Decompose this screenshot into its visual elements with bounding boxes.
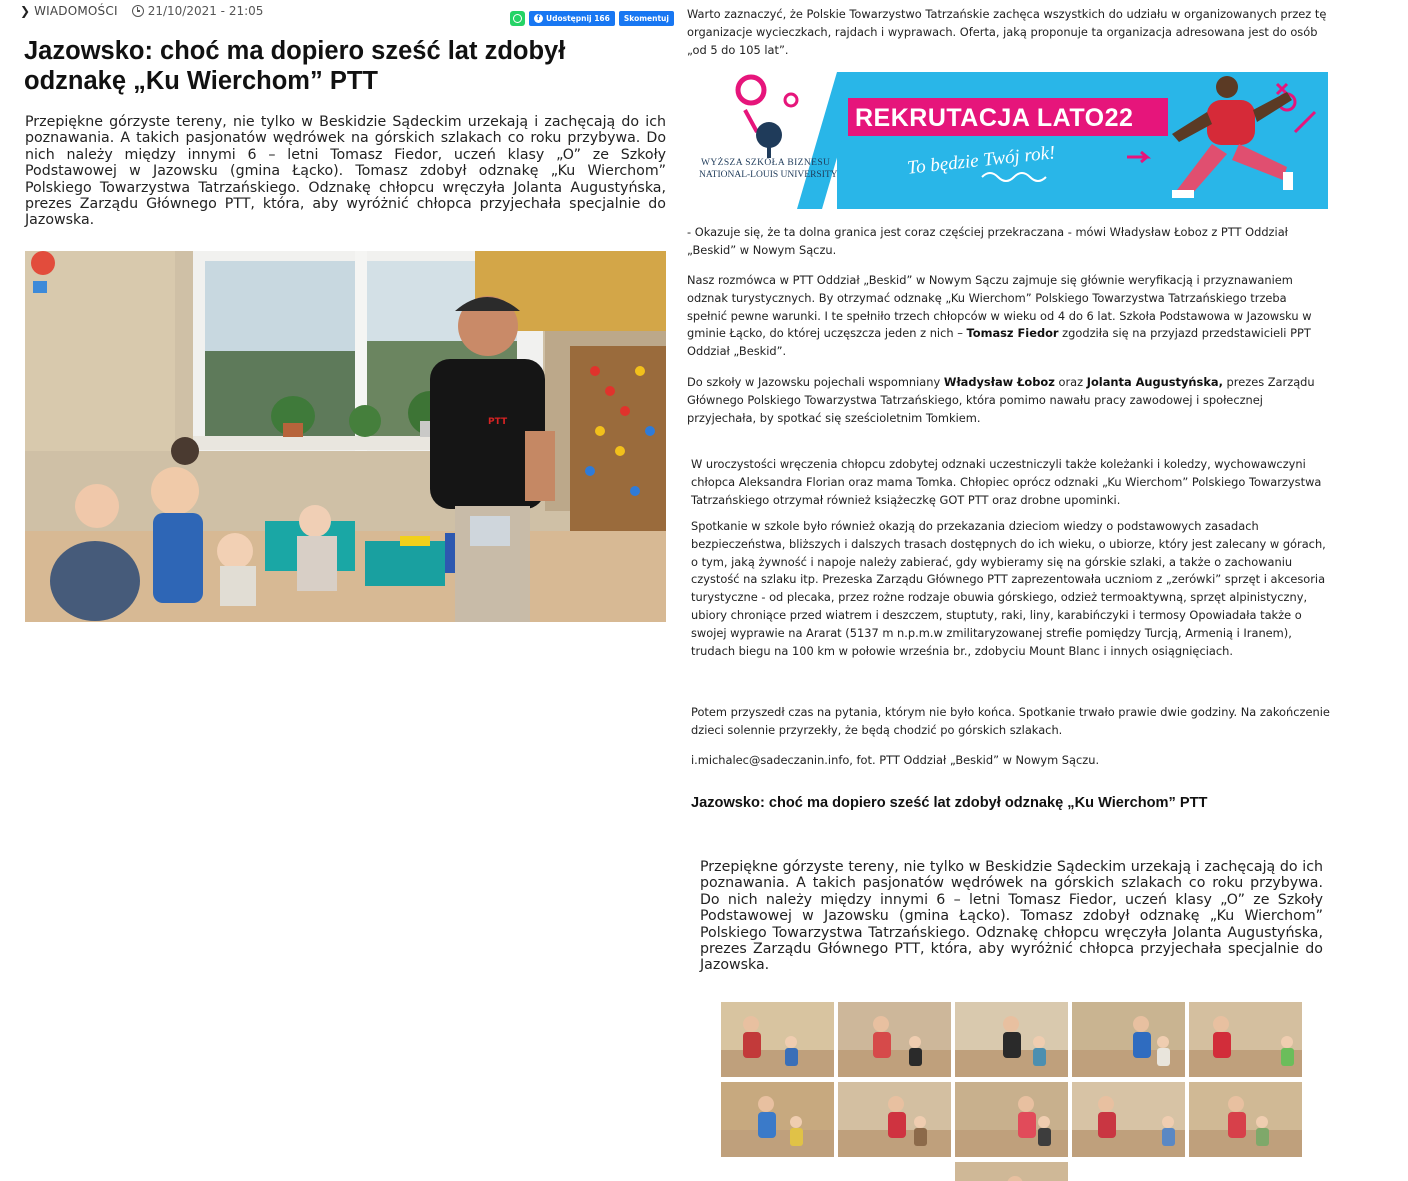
person-name-jolanta: Jolanta Augustyńska,	[1086, 375, 1223, 389]
paragraph-3-text-a: Nasz rozmówca w PTT Oddział „Beskid” w Nowym Sączu zajmuje się głównie weryfikacją i przyznawaniem odznak turystycznych. By otrzymać odznakę „Ku Wierchom” Polskiego Towarzystwa Tatrzańskiego trzeba spełnić pewne warunki. I te spełniło trzech chłopców w wieku od 4 do 6 lat. Szkoła Podstawowa w Jazowsku w gminie Łącko, do której uczęszcza jeden z nich –	[687, 273, 1312, 341]
article-lead: Przepiękne górzyste tereny, nie tylko w Beskidzie Sądeckim urzekają i zachęcają do ich poznawania. A takich pasjonatów wędrówek na górskich szlakach co roku przybywa. Do nich należy między innymi 6 – letni Tomasz Fiedor, uczeń klasy „O” ze Szkoły Podstawowej w Jazowsku (gmina Łącko). Tomasz zdobył odznakę „Ku Wierchom” Polskiego Towarzystwa Tatrzańskiego. Odznakę chłopcu wręczyła Jolanta Augustyńska, prezes Zarządu Głównego PTT, która, aby wyróżnić chłopca przyjechała specjalnie do Jazowska.	[25, 114, 666, 229]
gallery-lead: Przepiękne górzyste tereny, nie tylko w Beskidzie Sądeckim urzekają i zachęcają do ich poznawania. A takich pasjonatów wędrówek na górskich szlakach co roku przybywa. Do nich należy między innymi 6 – letni Tomasz Fiedor, uczeń klasy „O” ze Szkoły Podstawowej w Jazowsku (gmina Łącko). Tomasz zdobył odznakę „Ku Wierchom” Polskiego Towarzystwa Tatrzańskiego. Odznakę chłopcu wręczyła Jolanta Augustyńska, prezes Zarządu Głównego PTT, która, aby wyróżnić chłopca przyjechała specjalnie do Jazowska.	[700, 859, 1323, 974]
chevron-right-icon: ❯	[20, 4, 31, 18]
gallery-thumbnail[interactable]	[1189, 1082, 1302, 1157]
gallery-thumbnail[interactable]	[721, 1002, 834, 1077]
gallery-thumbnail[interactable]	[1072, 1082, 1185, 1157]
article-credits: i.michalec@sadeczanin.info, fot. PTT Oddział „Beskid” w Nowym Sączu.	[691, 753, 1100, 767]
article-paragraph-1: Warto zaznaczyć, że Polskie Towarzystwo Tatrzańskie zachęca wszystkich do udziału w organizowanych przez tę organizacje wycieczkach, rajdach i wyprawach. Oferta, jaką proponuje ta organizacja adresowana jest do osób „od 5 do 105 lat”.	[687, 7, 1327, 57]
gallery-thumbnail[interactable]	[955, 1002, 1068, 1077]
article-meta	[20, 3, 263, 19]
paragraph-4-text-mid: oraz	[1054, 375, 1087, 389]
ad-headline: REKRUTACJA LATO22	[855, 104, 1134, 132]
shirt-logo-text: PTT	[488, 417, 508, 427]
ad-slogan: To będzie Twój rok!	[906, 142, 1057, 179]
clock-icon	[132, 5, 144, 17]
gallery-thumbnail[interactable]	[1189, 1002, 1302, 1077]
share-bar	[510, 10, 674, 26]
gallery-thumbnail[interactable]	[1072, 1002, 1185, 1077]
facebook-share-button[interactable]	[529, 11, 615, 26]
person-name-tomasz: Tomasz Fiedor	[966, 326, 1059, 341]
main-article-photo[interactable]	[25, 251, 666, 622]
article-paragraph-3	[687, 272, 1327, 361]
gallery-thumbnail[interactable]	[721, 1082, 834, 1157]
ad-school-subtitle: NATIONAL-LOUIS UNIVERSITY	[699, 170, 838, 180]
category-link[interactable]: WIADOMOŚCI	[34, 4, 118, 18]
gallery-thumbnail[interactable]	[955, 1082, 1068, 1157]
gallery-thumbnail[interactable]	[838, 1002, 951, 1077]
paragraph-4-text-a: Do szkoły w Jazowsku pojechali wspomniany	[687, 375, 944, 389]
ad-banner-graphic	[687, 72, 1328, 209]
article-paragraph-5: W uroczystości wręczenia chłopcu zdobytej odznaki uczestniczyli także koleżanki i koledzy, wychowawczyni chłopca Aleksandra Florian oraz mama Tomka. Chłopiec oprócz odznaki „Ku Wierchom” Polskiego Towarzystwa Tatrzańskiego otrzymał również książeczkę GOT PTT oraz drobne upominki.	[691, 457, 1322, 507]
whatsapp-icon	[513, 14, 522, 23]
person-name-wladyslaw: Władysław Łoboz	[943, 375, 1055, 389]
paragraph-3-text-b: zgodziła się na przyjazd przedstawicieli PPT Oddział „Beskid”.	[687, 326, 1311, 359]
article-paragraph-6: Spotkanie w szkole było również okazją do przekazania dzieciom wiedzy o podstawowych zasadach bezpieczeństwa, bliższych i dalszych trasach dostępnych do ich wieku, o ubiorze, który jest zalecany w górach, o tym, jaką żywność i napoje należy zabierać, gdy wybieramy się na górskie szlaki, a także o zachowaniu czystość na szlaku itp. Prezeska Zarządu Głównego PTT zaprezentowała uczniom z „zerówki” sprzęt i akcesoria turystyczne - od plecaka, przez rożne rodzaje obuwia górskiego, odzież termoaktywną, sprzęt alpinistyczny, ubiory chroniące przed wiatrem i deszczem, stuptuty, raki, liny, karabińczyki i termosy Opowiadała także o swojej wyprawie na Ararat (5137 m n.p.m.w zmilitaryzowanej strefie pomiędzy Turcją, Armenią i Iranem), trudach biegu na 100 km w połowie września br., zdobyciu Mount Blanc i innych osiągnięciach.	[691, 519, 1326, 658]
gallery-thumbnail[interactable]	[955, 1162, 1068, 1181]
facebook-icon: f	[534, 14, 543, 23]
article-title: Jazowsko: choć ma dopiero sześć lat zdobył odznakę „Ku Wierchom” PTT	[24, 37, 566, 95]
classroom-photo	[25, 251, 666, 622]
whatsapp-share-button[interactable]	[510, 11, 525, 26]
ad-banner[interactable]	[687, 72, 1328, 209]
ad-school-name: WYŻSZA SZKOŁA BIZNESU	[701, 158, 831, 168]
gallery-thumbnail[interactable]	[838, 1082, 951, 1157]
article-paragraph-2: - Okazuje się, że ta dolna granica jest coraz częściej przekraczana - mówi Władysław Łoboz z PTT Oddział „Beskid” w Nowym Sączu.	[687, 225, 1288, 257]
comment-button[interactable]: Skomentuj	[619, 11, 674, 26]
facebook-share-label: Udostępnij 166	[546, 13, 610, 23]
article-paragraph-4	[687, 374, 1327, 427]
gallery-title: Jazowsko: choć ma dopiero sześć lat zdobył odznakę „Ku Wierchom” PTT	[691, 795, 1208, 811]
paragraph-4-text-b: prezes Zarządu Głównego Polskiego Towarzystwa Tatrzańskiego, która pomimo nawału pracy zawodowej i społecznej przyjechała, by spotkać się sześcioletnim Tomkiem.	[687, 375, 1315, 425]
publish-date: 21/10/2021 - 21:05	[147, 4, 264, 18]
article-paragraph-7: Potem przyszedł czas na pytania, którym nie było końca. Spotkanie trwało prawie dwie godziny. Na zakończenie dzieci solennie przyrzekły, że będą chodzić po górskich szlakach.	[691, 705, 1330, 737]
